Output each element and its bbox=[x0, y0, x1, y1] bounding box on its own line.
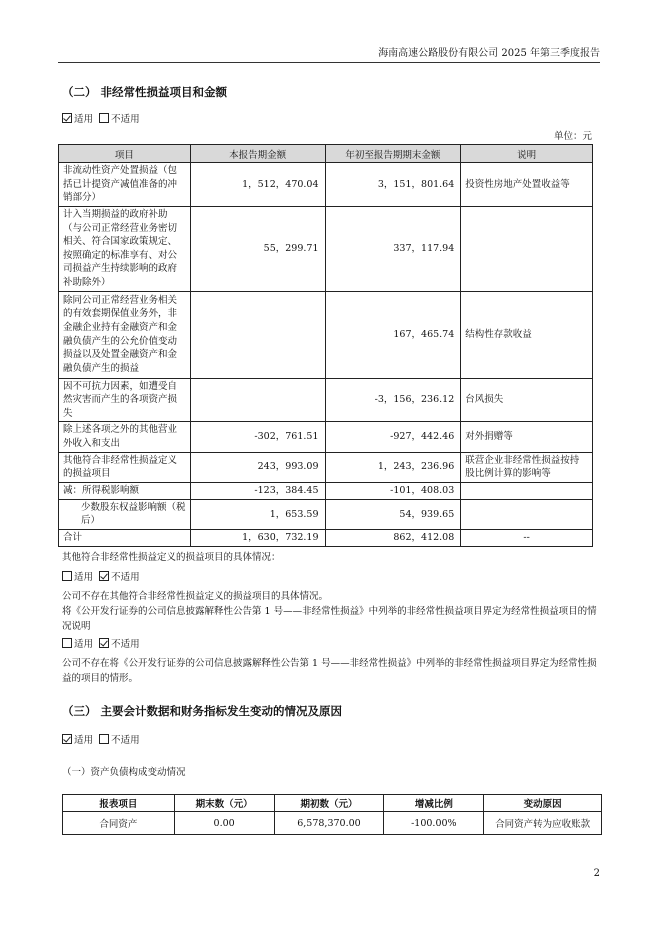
table-row bbox=[59, 163, 593, 207]
applicable-label: 适用 bbox=[74, 639, 94, 650]
note-other-applicability bbox=[62, 570, 140, 585]
header-reason: 变动原因 bbox=[484, 795, 602, 812]
applicable-label: 适用 bbox=[74, 114, 94, 125]
table-row bbox=[59, 207, 593, 292]
page-number: 2 bbox=[593, 868, 600, 879]
non-recurring-table bbox=[58, 144, 593, 547]
not-applicable-checkbox[interactable] bbox=[99, 734, 109, 744]
row-end: 0.00 bbox=[174, 812, 274, 835]
row-current bbox=[190, 291, 325, 378]
row-current: 243，993.09 bbox=[190, 452, 325, 482]
header-note: 说明 bbox=[461, 145, 593, 163]
table-total-row bbox=[59, 529, 593, 546]
row-change: -100.00% bbox=[384, 812, 484, 835]
table-row bbox=[59, 378, 593, 422]
table-row bbox=[59, 422, 593, 452]
row-ytd: -101，408.03 bbox=[325, 482, 461, 499]
row-note: 结构性存款收益 bbox=[461, 291, 593, 378]
not-applicable-checkbox[interactable] bbox=[99, 638, 109, 648]
table-row bbox=[63, 812, 602, 835]
row-note: 台风损失 bbox=[461, 378, 593, 422]
table-header-row bbox=[59, 145, 593, 163]
table-row bbox=[59, 452, 593, 482]
applicable-checkbox[interactable] bbox=[62, 734, 72, 744]
note-other-text: 公司不存在其他符合非经常性损益定义的损益项目的具体情况。 bbox=[62, 591, 329, 602]
row-current: 55，299.71 bbox=[190, 207, 325, 292]
row-item: 非流动性资产处置损益（包括已计提资产减值准备的冲销部分） bbox=[59, 163, 191, 207]
row-item: 计入当期损益的政府补助（与公司正常经营业务密切相关、符合国家政策规定、按照确定的标准享有、对公司损益产生持续影响的政府补助除外） bbox=[59, 207, 191, 292]
row-begin: 6,578,370.00 bbox=[274, 812, 384, 835]
not-applicable-checkbox[interactable] bbox=[99, 571, 109, 581]
table-row bbox=[59, 499, 593, 529]
header-begin: 期初数（元） bbox=[274, 795, 384, 812]
table-row bbox=[59, 482, 593, 499]
row-item: 减：所得税影响额 bbox=[59, 482, 191, 499]
row-item: 合同资产 bbox=[63, 812, 175, 835]
row-note: 联营企业非经常性损益按持股比例计算的影响等 bbox=[461, 452, 593, 482]
row-ytd: 54，939.65 bbox=[325, 499, 461, 529]
applicable-checkbox[interactable] bbox=[62, 113, 72, 123]
not-applicable-label: 不适用 bbox=[111, 639, 140, 650]
header-change: 增减比例 bbox=[384, 795, 484, 812]
row-item: 其他符合非经常性损益定义的损益项目 bbox=[59, 452, 191, 482]
header-ytd: 年初至报告期期末金额 bbox=[325, 145, 461, 163]
balance-change-table bbox=[62, 794, 602, 835]
row-note: -- bbox=[461, 529, 593, 546]
table-header-row bbox=[63, 795, 602, 812]
row-ytd: 3，151，801.64 bbox=[325, 163, 461, 207]
section2-applicability bbox=[62, 112, 140, 127]
row-item: 除上述各项之外的其他营业外收入和支出 bbox=[59, 422, 191, 452]
applicable-checkbox[interactable] bbox=[62, 638, 72, 648]
row-note: 投资性房地产处置收益等 bbox=[461, 163, 593, 207]
applicable-checkbox[interactable] bbox=[62, 571, 72, 581]
row-ytd: 167，465.74 bbox=[325, 291, 461, 378]
header-end: 期末数（元） bbox=[174, 795, 274, 812]
header-item: 项目 bbox=[59, 145, 191, 163]
row-ytd: 862，412.08 bbox=[325, 529, 461, 546]
row-current: -123，384.45 bbox=[190, 482, 325, 499]
section2-title: （二） 非经常性损益项目和金额 bbox=[62, 85, 228, 99]
section3-applicability bbox=[62, 733, 140, 748]
header-current: 本报告期金额 bbox=[190, 145, 325, 163]
note-pub1-text: 公司不存在将《公开发行证券的公司信息披露解释性公告第 1 号——非经常性损益》中列举的非经常性损益项目界定为经常性损益的项目的情形。 bbox=[62, 658, 597, 684]
section3-title: （三） 主要会计数据和财务指标发生变动的情况及原因 bbox=[62, 704, 343, 718]
row-note bbox=[461, 207, 593, 292]
row-ytd: 337，117.94 bbox=[325, 207, 461, 292]
row-note bbox=[461, 499, 593, 529]
header-item: 报表项目 bbox=[63, 795, 175, 812]
row-note bbox=[461, 482, 593, 499]
not-applicable-label: 不适用 bbox=[111, 735, 140, 746]
row-ytd: 1，243，236.96 bbox=[325, 452, 461, 482]
row-ytd: -3，156，236.12 bbox=[325, 378, 461, 422]
header-divider bbox=[58, 62, 600, 63]
row-current: 1，630，732.19 bbox=[190, 529, 325, 546]
unit-label: 单位：元 bbox=[553, 131, 592, 142]
note-other-title: 其他符合非经常性损益定义的损益项目的具体情况： bbox=[62, 552, 281, 563]
note-pub1-title: 将《公开发行证券的公司信息披露解释性公告第 1 号——非经常性损益》中列举的非经常性损益项目界定为经常性损益项目的情况说明 bbox=[62, 606, 597, 632]
row-current bbox=[190, 378, 325, 422]
row-current: -302，761.51 bbox=[190, 422, 325, 452]
row-reason: 合同资产转为应收账款 bbox=[484, 812, 602, 835]
table-row bbox=[59, 291, 593, 378]
row-item: 合计 bbox=[59, 529, 191, 546]
applicable-label: 适用 bbox=[74, 735, 94, 746]
note-pub1-applicability bbox=[62, 637, 140, 652]
row-item: 少数股东权益影响额（税后） bbox=[59, 499, 191, 529]
applicable-label: 适用 bbox=[74, 572, 94, 583]
not-applicable-checkbox[interactable] bbox=[99, 113, 109, 123]
row-current: 1，512，470.04 bbox=[190, 163, 325, 207]
row-ytd: -927，442.46 bbox=[325, 422, 461, 452]
not-applicable-label: 不适用 bbox=[111, 572, 140, 583]
row-item: 因不可抗力因素，如遭受自然灾害而产生的各项资产损失 bbox=[59, 378, 191, 422]
section3-subtitle: （一）资产负债构成变动情况 bbox=[62, 767, 186, 778]
row-item: 除同公司正常经营业务相关的有效套期保值业务外，非金融企业持有金融资产和金融负债产生的公允价值变动损益以及处置金融资产和金融负债产生的损益 bbox=[59, 291, 191, 378]
row-note: 对外捐赠等 bbox=[461, 422, 593, 452]
not-applicable-label: 不适用 bbox=[111, 114, 140, 125]
report-header-title: 海南高速公路股份有限公司 2025 年第三季度报告 bbox=[378, 48, 600, 59]
row-current: 1，653.59 bbox=[190, 499, 325, 529]
